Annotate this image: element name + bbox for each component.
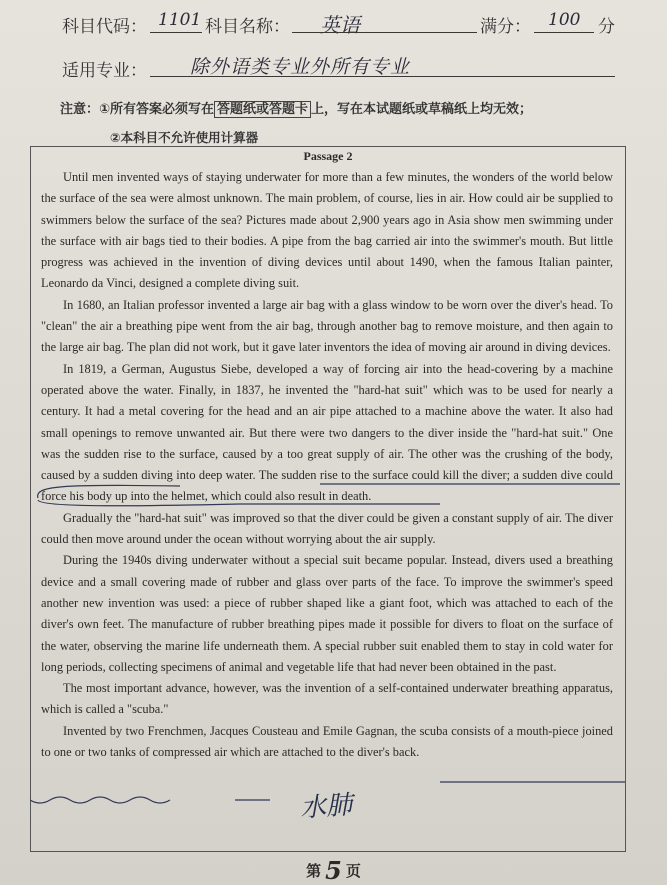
header-row-2 xyxy=(0,56,667,86)
passage-title: Passage 2 xyxy=(303,149,353,163)
major-value: 除外语类专业外所有专业 xyxy=(190,56,411,78)
major-label: 适用专业： xyxy=(62,61,147,81)
subject-code-underline xyxy=(150,32,202,33)
header-row-1 xyxy=(0,12,667,42)
paragraph-7: Invented by two Frenchmen, Jacques Cousteau and Emile Gagnan, the scuba consists of a mouth-piece joined to one or two tanks of compressed air which are attached to the diver's back. xyxy=(41,723,613,760)
notice-line-1 xyxy=(60,98,532,117)
page-number: 5 xyxy=(325,856,342,885)
paragraph-1: Until men invented ways of staying underwater for more than a few minutes, the wonders of the world below the surface of the sea were almost unknown. The main problem, of course, lies in air. How could air be supplied to swimmers below the surface of the sea? Pictures made about 2,900 years ago in Asia show men swimming under the surface with air bags tied to their bodies. A pipe from the bag carried air into the swimmer's mouth. But little progress was achieved in the invention of diving devices until about 1490, when the famous Italian painter, Leonardo da Vinci, designed a complete diving suit. xyxy=(41,170,613,291)
footer-prefix: 第 xyxy=(306,862,322,880)
passage-body xyxy=(41,167,613,763)
paragraph-5: During the 1940s diving underwater without a special suit became popular. Instead, divers used a breathing device and a small covering made of rubber and glass over parts of the face. To improve the swimmer's speed another new invention was used: a piece of rubber shaped like a giant foot, which was attached to each of the diver's own feet. The manufacture of rubber breathing pipes made it possible for divers to float on the surface of the water, observing the marine life underneath them. A special rubber suit enabled them to stay in cold water for long periods, collecting specimens of animal and vegetable life that had never been obtained in the past. xyxy=(41,553,613,674)
score-unit: 分 xyxy=(598,17,615,37)
paragraph-2: In 1680, an Italian professor invented a large air bag with a glass window to be worn over the diver's head. To "clean" the air a breathing pipe went from the air bag, through another bag to remove moisture, and then again to the large air bag. The plan did not work, but it gave later inventors the idea of moving air around in diving devices. xyxy=(41,297,613,355)
subject-name-underline xyxy=(292,32,477,33)
score-label: 满分： xyxy=(480,17,531,37)
page-footer xyxy=(0,856,667,885)
paragraph-6: The most important advance, however, was the invention of a self-contained underwater breathing apparatus, which is called a "scuba." xyxy=(41,681,613,717)
footer-suffix: 页 xyxy=(345,862,361,880)
subject-name-label: 科目名称： xyxy=(205,17,290,37)
score-value: 100 xyxy=(548,10,581,30)
paragraph-3: In 1819, a German, Augustus Siebe, developed a way of forcing air into the head-covering by a machine operated above the water. Finally, in 1837, he invented the "hard-hat suit" which was to be used for nearly a century. It had a metal covering for the head and an air pipe attached to a machine above the water. It also had small openings to remove unwanted air. But there were two dangers to the diver inside the "hard-hat suit." One was the sudden rise to the surface, caused by a too great supply of air. The other was the crushing of the body, caused by a sudden diving into deep water. The sudden rise to the surface could kill the diver; a sudden dive could force his body up into the helmet, which could also result in death. xyxy=(41,361,613,504)
subject-code-label: 科目代码： xyxy=(62,17,147,37)
score-underline xyxy=(534,32,594,33)
notice-line-2: ②本科目不允许使用计算器 xyxy=(110,130,259,145)
notice-prefix: 注意：①所有答案必须写在 xyxy=(60,102,215,117)
notice-suffix: 上，写在本试题纸或草稿纸上均无效； xyxy=(311,102,533,117)
underline-annotation-danger xyxy=(30,470,630,520)
handwritten-note: 水肺 xyxy=(299,790,354,824)
subject-name-value: 英语 xyxy=(320,13,360,37)
major-underline xyxy=(150,76,615,77)
subject-code-value: 1101 xyxy=(158,10,202,30)
paragraph-4: Gradually the "hard-hat suit" was improved so that the diver could be given a constant supply of air. The diver could then move around under the ocean without worrying about the air supply. xyxy=(41,510,613,547)
notice-boxed-text: 答题纸或答题卡 xyxy=(214,101,311,118)
